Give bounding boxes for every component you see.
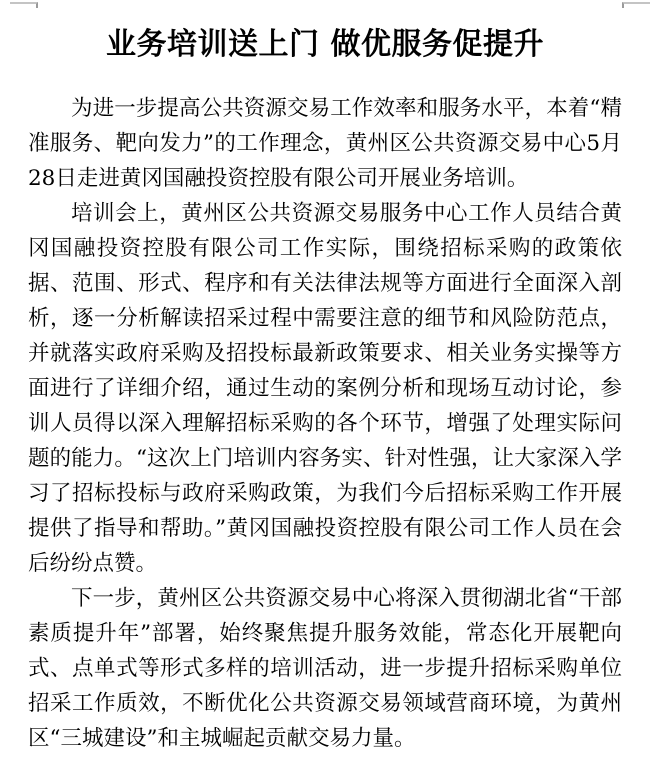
paragraph-training-details: 培训会上，黄州区公共资源交易服务中心工作人员结合黄冈国融投资控股有限公司工作实际，围绕招标采购的政策依据、范围、形式、程序和有关法律法规等方面进行全面深入剖析，逐一分析解读招采过程中需要注意的细节和风险防范点，并就落实政府采购及招投标最新政策要求、相关业务实操等方面进行了详细介绍，通过生动的案例分析和现场互动讨论，参训人员得以深入理解招标采购的各个环节，增强了处理实际问题的能力。“这次上门培训内容务实、针对性强，让大家深入学习了招标投标与政府采购政策，为我们今后招标采购工作开展提供了指导和帮助。”黄冈国融投资控股有限公司工作人员在会后纷纷点赞。: [28, 201, 622, 576]
paragraph-intro: 为进一步提高公共资源交易工作效率和服务水平，本着“精准服务、靶向发力”的工作理念，黄州区公共资源交易中心5月28日走进黄冈国融投资控股有限公司开展业务培训。: [28, 96, 622, 191]
document-title: 业务培训送上门 做优服务促提升: [106, 27, 544, 62]
document-body: [0, 64, 650, 756]
page-corner-mark-right-icon: [622, 2, 650, 8]
paragraph-next-steps: 下一步，黄州区公共资源交易中心将深入贯彻湖北省“干部素质提升年”部署，始终聚焦提升服务效能，常态化开展靶向式、点单式等形式多样的培训活动，进一步提升招标采购单位招采工作质效，不断优化公共资源交易领域营商环境，为黄州区“三城建设”和主城崛起贡献交易力量。: [28, 586, 622, 751]
page-corner-mark-left-icon: [10, 2, 38, 8]
